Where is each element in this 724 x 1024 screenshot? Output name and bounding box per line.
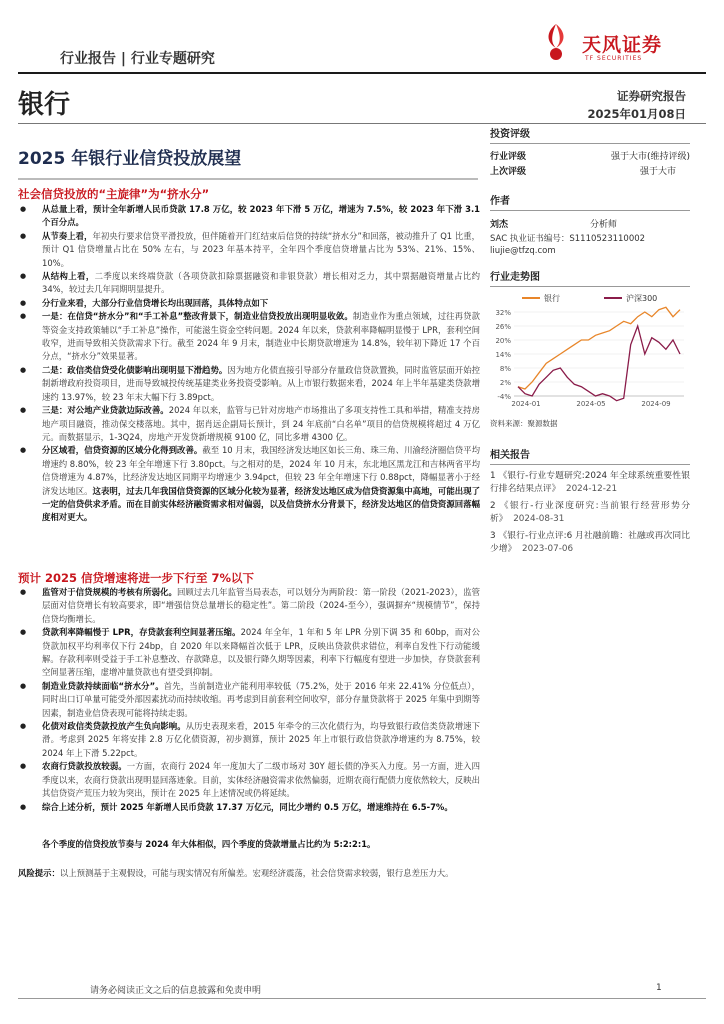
list-item: ● 化债对政信类贷款投放产生负向影响。从历史表现来看，2015 年牵令的三次化债行为，均导致银行政信类贷款增速下滑。考虑到 2025 年将安排 2.8 万亿化债资源，初步测算，预计 2025 年上市银行政信贷款净增速约为 8.75%，较 2024 年上下滑 5.22pct。 [18, 720, 480, 760]
legend-label: 银行 [544, 294, 560, 303]
section-heading-2: 预计 2025 信贷增速将进一步下行至 7%以下 [18, 571, 255, 585]
header-divider [18, 123, 706, 124]
brand-mark-icon [536, 20, 576, 64]
author-cert: SAC 执业证书编号：S1110523110002 [490, 234, 646, 244]
list-item: ● 分行业来看，大部分行业信贷增长均出现回落，具体特点如下 [18, 297, 480, 310]
footer-rule [18, 998, 706, 999]
author-row [490, 217, 690, 230]
series-line-银行 [518, 307, 680, 389]
conclusion-followup: 各个季度的信贷投放节奏与 2024 年大体相似，四个季度的贷款增量占比约为 5:2:2:1。 [42, 839, 376, 849]
page-number: 1 [656, 983, 662, 993]
trend-panel [490, 268, 690, 287]
related-title: 相关报告 [490, 450, 530, 461]
footer-disclaimer: 请务必阅读正文之后的信息披露和免责申明 [90, 986, 262, 996]
sector-title: 银行 [18, 90, 71, 120]
report-type: 证券研究报告 [617, 89, 686, 103]
y-tick-label: 32% [495, 309, 511, 317]
author-email[interactable]: liujie@tfzq.com [490, 246, 556, 256]
list-item: ● 从结构上看，二季度以来终端贷款（各项贷款扣除票据融资和非银贷款）增长相对乏力，其中票据融资增量占比约 34%，较过去几年同期明显提升。 [18, 270, 480, 297]
x-tick-label: 2024-01 [511, 400, 541, 408]
industry-rating: 行业评级 强于大市(维持评级) [490, 152, 690, 162]
list-item: ● 综合上述分析，预计 2025 年新增人民币贷款 17.37 万亿元，同比少增约 0.5 万亿，增速维持在 6.5-7%。 [18, 801, 480, 814]
list-item: ● 贷款利率降幅慢于 LPR，存贷款套利空间显著压缩。2024 年全年，1 年和 5 年 LPR 分别下调 35 和 60bp，而对公贷款加权平均利率仅下行 24bp，自 2020 年以来降幅首次低于 LPR，反映出贷款供求错位，利率自发性下行动能缓解。存款利率则受益于手工补息整改、存款降息，以及银行降久期等因素，利率下行幅度有望进一步加快，存贷款套利空间显著压缩，虚增冲量贷款也有望受到抑制。 [18, 626, 480, 680]
related-list [490, 470, 690, 556]
brand-logo [536, 20, 696, 68]
y-tick-label: 14% [495, 351, 511, 359]
related-panel [490, 446, 690, 560]
trend-rule [490, 286, 690, 287]
y-tick-label: -4% [497, 393, 511, 401]
list-item: ● 一是：在信贷“挤水分”和“手工补息”整改背景下，制造业信贷投放出现明显收敛。制造业作为重点领域，过往再贷款等资金支持政策辅以“手工补息”操作，可能滋生资金空转问题。2024 年以来，贷款利率降幅明显慢于 LPR，套利空间收窄，进而导致相关贷款需求下行。截至 2024 年 9 月末，制造业中长期贷款增速为 14.8%，较年初下降近 17 个百分点，“挤水分”效果显著。 [18, 310, 480, 364]
risk-warning: 风险提示：以上预测基于主观假设，可能与现实情况有所偏差。宏观经济震荡，社会信贷需求较弱，银行息差压力大。 [18, 868, 454, 878]
related-item[interactable]: 3 《银行-行业点评:6 月社融前瞻：社融或再次同比少增》 2023-07-06 [490, 531, 690, 554]
legend-label: 沪深300 [626, 294, 658, 303]
series-line-沪深300 [518, 326, 680, 401]
author-rule [490, 210, 690, 211]
list-item: ● 从节奏上看，年初央行要求信贷平滑投放，但伴随着开门红结束后信贷的持续“挤水分”和回落，被动推升了 Q1 比重，预计 Q1 信贷增量占比在 50% 左右，与 2023 年基本持平，全年四个季度信贷增量占比为 53%、21%、15%、10%。 [18, 230, 480, 270]
author-panel [490, 192, 690, 256]
report-date: 2025年01月08日 [587, 107, 686, 121]
y-tick-label: 2% [499, 379, 511, 387]
previous-rating: 上次评级 强于大市 [490, 167, 676, 177]
y-tick-label: 26% [495, 323, 511, 331]
author-title: 作者 [490, 196, 510, 207]
rating-rule [490, 143, 690, 144]
brand-name: 天风证券 [582, 34, 663, 56]
list-item: ● 制造业贷款持续面临“挤水分”。首先，当前制造业产能利用率较低（75.2%，处于 2016 年来 22.41% 分位低点），同时出口订单量可能受外部因素扰动而持续收缩。再考虑到目前套利空间收窄，部分存量贷款将于 2025 年集中到期等因素，制造业信贷表现可能将持续走弱。 [18, 680, 480, 720]
related-item[interactable]: 1 《银行-行业专题研究:2024 年全球系统重要性银行排名结果点评》 2024-12-21 [490, 471, 690, 494]
list-item: ● 三是：对公地产业贷款边际改善。2024 年以来，监管与已针对房地产市场推出了多项支持性工具和举措，精准支持房地产项目融资，推动保交楼落地。其中，据肖远企副局长预计，到 24 年底前“白名单”项目的信贷规模将超过 4 万亿元。而数据显示，1-3Q24，房地产开发贷新增规模 9100 亿，同比多增 4300 亿。 [18, 404, 480, 444]
list-item: ● 二是：政信类信贷受化债影响出现明显下滑趋势。因为地方化债直接引导部分存量政信贷款置换，同时监管层面开始控制新增政府投资项目，进而导致城投传统基建类业务投资受影响。从上市银行数据来看，2024 年上半年基建类贷款增速约 13.97%，较 23 年末大幅下行 3.89pct。 [18, 364, 480, 404]
list-item: ● 农商行贷款投放较弱。一方面，农商行 2024 年一度加大了二级市场对 30Y 超长债的净买入力度。另一方面，进入四季度以来，农商行贷款出现明显回落迹象。目前，实体经济融资需求依然偏弱，近期农商行配债力度依然较大，反映出其信贷资产荒压力较为突出，预计在 2025 年上述情况或仍将延续。 [18, 760, 480, 800]
trend-chart [488, 288, 688, 418]
brand-name-en: TF SECURITIES [585, 55, 643, 62]
list-item: ● 监管对于信贷规模的考核有所弱化。回顾过去几年监管当局表态，可以划分为两阶段：第一阶段（2021-2023），监管层面对信贷增长有较高要求，即“增强信贷总量增长的稳定性”。第二阶段（2024-至今），强调摒弃“规模情节”，保持信贷均衡增长。 [18, 586, 480, 626]
y-tick-label: 20% [495, 337, 511, 345]
chart-source: 资料来源：聚源数据 [490, 419, 558, 428]
y-tick-label: 8% [499, 365, 511, 373]
author-name: 刘杰 [490, 220, 509, 230]
rating-title: 投资评级 [490, 129, 530, 140]
x-tick-label: 2024-09 [641, 400, 671, 408]
report-title: 2025 年银行业信贷投放展望 [18, 149, 242, 169]
report-category: 行业报告 | 行业专题研究 [60, 51, 215, 67]
list-item: ● 分区域看，信贷资源的区域分化得到改善。截至 10 月末，我国经济发达地区如长三角、珠三角、川渝经济圈信贷平均增速约 8.80%，较 23 年全年增速下行 3.80pct。与之相对的是，2024 年 10 月末，东北地区黑龙江和吉林两省平均信贷增速为 4.87%，比经济发达地区同期平均增速少 3.94pct，但较 23 年全年增速下行 0.88pct，降幅显著小于经济发达地区。这表明，过去几年我国信贷资源的区域分化较为显著，经济发达地区成为信贷资源集中高地，可能出现了一定的信贷供求矛盾。而在目前实体经济融资需求相对偏弱，以及信贷挤水分背景下，经济发达地区的信贷资源回落幅度相对更大。 [18, 444, 480, 524]
section1-list [18, 203, 480, 525]
trend-title: 行业走势图 [490, 272, 540, 283]
section-heading-1: 社会信贷投放的“主旋律”为“挤水分” [18, 187, 210, 201]
list-item: ● 从总量上看，预计全年新增人民币贷款 17.8 万亿，较 2023 年下滑 5 万亿，增速为 7.5%，较 2023 年下滑 3.1 个百分点。 [18, 203, 480, 230]
section2-list [18, 586, 480, 814]
author-role: 分析师 [590, 220, 618, 230]
related-item[interactable]: 2 《银行-行业深度研究:当前银行经营形势分析》 2024-08-31 [490, 501, 690, 524]
rating-panel [490, 125, 690, 177]
related-rule [490, 464, 690, 465]
header-rule [18, 72, 706, 74]
x-tick-label: 2024-05 [576, 400, 606, 408]
title-rule [18, 178, 478, 180]
